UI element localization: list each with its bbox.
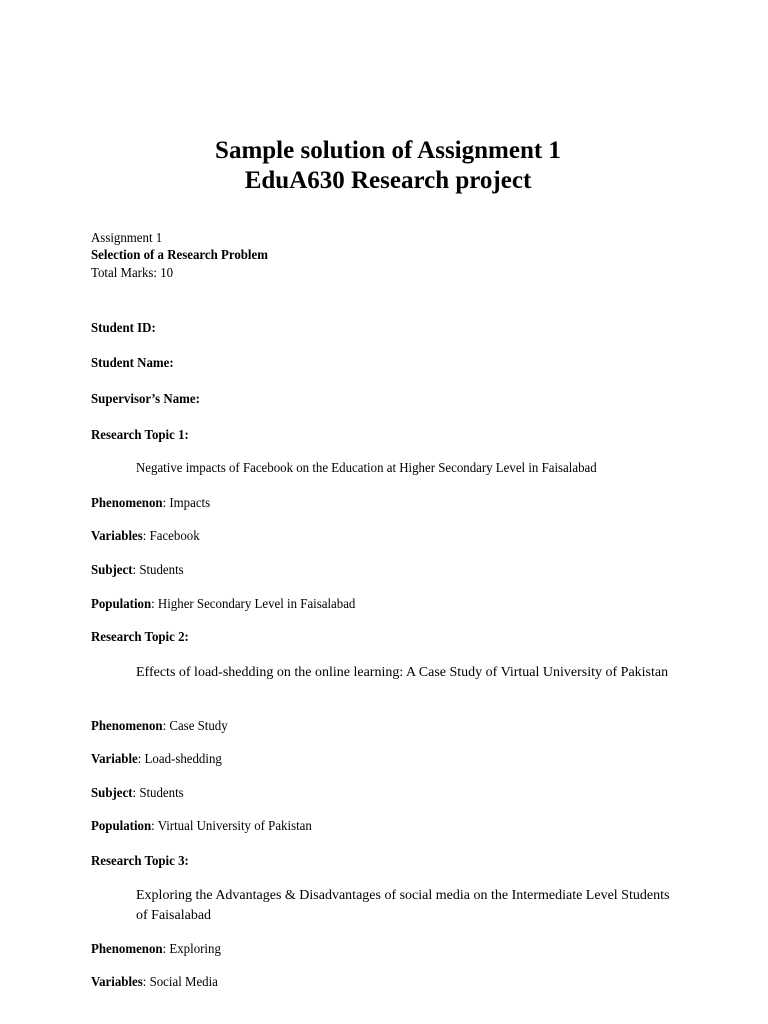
topic-2-phenomenon [91, 718, 240, 735]
population-label: Population [91, 819, 152, 834]
assignment-subtitle: Selection of a Research Problem [91, 248, 268, 263]
variables-label: Variables [91, 529, 143, 544]
topic-2-variable [91, 751, 233, 768]
title-line-2: EduA630 Research project [244, 167, 532, 194]
variables-value: : Facebook [142, 529, 200, 544]
subject-value: : Students [132, 563, 184, 578]
phenomenon-label: Phenomenon [91, 719, 163, 734]
population-label: Population [91, 597, 152, 612]
topic-1-subject [91, 562, 192, 579]
topic-1-population [91, 596, 378, 613]
total-marks: Total Marks: 10 [91, 266, 174, 281]
research-topic-1-heading: Research Topic 1: [91, 428, 189, 443]
research-topic-1-text: Negative impacts of Facebook on the Education at Higher Secondary Level in Faisalabad [136, 461, 597, 476]
population-value: : Virtual University of Pakistan [151, 819, 312, 834]
topic-3-phenomenon [91, 941, 232, 958]
phenomenon-label: Phenomenon [91, 496, 163, 511]
student-id-label: Student ID: [91, 321, 156, 336]
subject-label: Subject [91, 563, 133, 578]
topic-1-variables [91, 528, 209, 545]
topic-3-variables [91, 974, 229, 991]
document-title [0, 136, 768, 196]
topic-2-subject [91, 785, 192, 802]
title-line-1: Sample solution of Assignment 1 [215, 137, 561, 164]
phenomenon-value: : Exploring [162, 942, 221, 957]
research-topic-3-heading: Research Topic 3: [91, 854, 189, 869]
research-topic-2-heading: Research Topic 2: [91, 630, 189, 645]
phenomenon-label: Phenomenon [91, 942, 163, 957]
research-topic-2-text: Effects of load-shedding on the online learning: A Case Study of Virtual University of Pakistan [136, 665, 669, 680]
variable-label: Variable [91, 752, 138, 767]
student-name-label: Student Name: [91, 356, 174, 371]
assignment-label: Assignment 1 [91, 231, 163, 246]
population-value: : Higher Secondary Level in Faisalabad [151, 597, 356, 612]
variables-label: Variables [91, 975, 143, 990]
variable-value: : Load-shedding [137, 752, 222, 767]
topic-2-population [91, 818, 331, 835]
subject-label: Subject [91, 786, 133, 801]
supervisor-name-label: Supervisor’s Name: [91, 392, 200, 407]
subject-value: : Students [132, 786, 184, 801]
research-topic-3-text: Exploring the Advantages & Disadvantages of social media on the Intermediate Level Students of Faisalabad [136, 888, 670, 923]
phenomenon-value: : Impacts [162, 496, 211, 511]
phenomenon-value: : Case Study [162, 719, 228, 734]
topic-1-phenomenon [91, 495, 221, 512]
variables-value: : Social Media [142, 975, 218, 990]
